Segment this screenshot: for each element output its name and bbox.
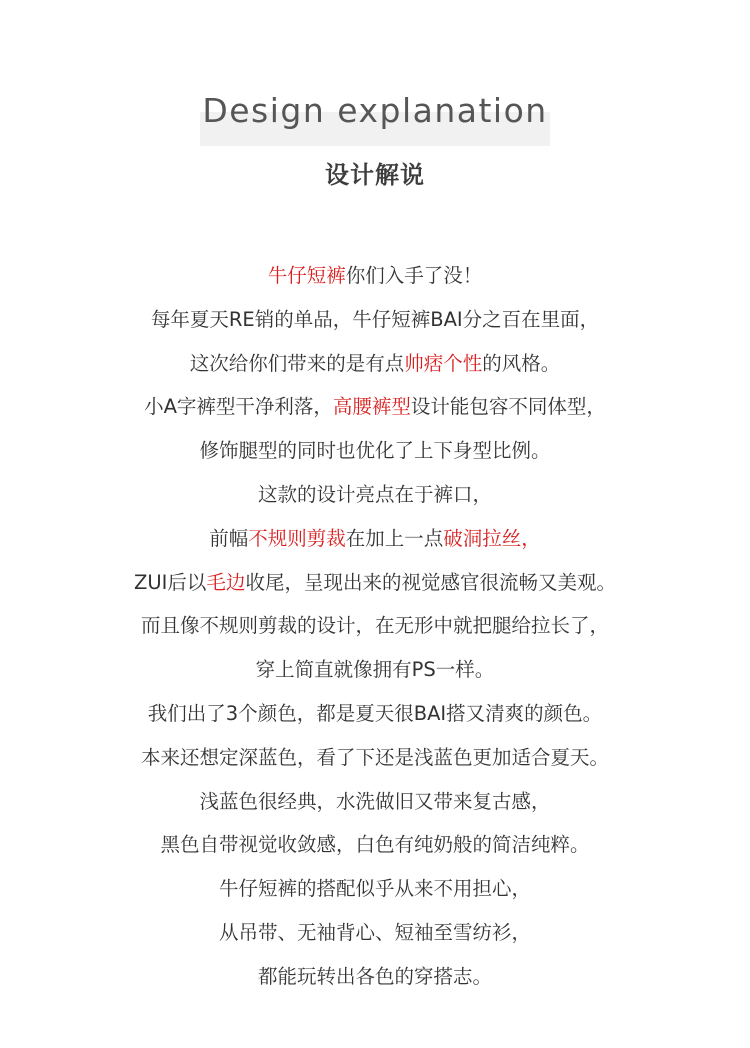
description-line: [0, 342, 750, 386]
body-text: 从吊带、无袖背心、短袖至雪纺衫，: [218, 920, 531, 944]
body-text: 黑色自带视觉收敛感，白色有纯奶般的简洁纯粹。: [160, 833, 590, 857]
description-text-block: [0, 254, 750, 999]
body-text: 小A字裤型干净利落，: [144, 395, 333, 419]
body-text: 你们入手了没！: [345, 264, 483, 287]
body-text: 牛仔短裤的搭配似乎从来不用担心，: [218, 877, 531, 901]
section-title-english: Design explanation: [202, 91, 548, 130]
highlight-text: 毛边: [206, 570, 246, 594]
body-text: 在加上一点: [345, 526, 444, 550]
highlight-text: 破洞拉丝，: [443, 526, 541, 550]
body-text: 前幅: [209, 526, 249, 550]
highlight-text: 高腰裤型: [332, 395, 411, 419]
description-line: [0, 254, 750, 298]
description-line: [0, 692, 750, 736]
description-line: [0, 736, 750, 780]
section-title-chinese: 设计解说: [325, 161, 425, 189]
body-text: 这次给你们带来的是有点: [189, 351, 405, 375]
body-text: ZUI后以: [134, 570, 207, 594]
body-text: 设计能包容不同体型，: [410, 395, 606, 419]
description-line: [0, 385, 750, 429]
body-text: 这款的设计亮点在于裤口，: [257, 482, 492, 506]
description-line: [0, 648, 750, 692]
body-text: 我们出了3个颜色，都是夏天很BAI搭又清爽的颜色。: [147, 701, 603, 725]
body-text: 穿上简直就像拥有PS一样。: [255, 658, 495, 682]
description-line: [0, 517, 750, 561]
highlight-text: 不规则剪裁: [248, 526, 346, 550]
description-line: [0, 604, 750, 648]
description-line: [0, 911, 750, 955]
description-line: [0, 298, 750, 342]
description-line: [0, 780, 750, 824]
description-line: [0, 561, 750, 605]
description-line: [0, 823, 750, 867]
body-text: 每年夏天RE销的单品，牛仔短裤BAI分之百在里面，: [150, 307, 600, 331]
description-line: [0, 867, 750, 911]
body-text: 而且像不规则剪裁的设计，在无形中就把腿给拉长了，: [140, 614, 609, 638]
highlight-text: 帅痞个性: [404, 351, 483, 375]
body-text: 浅蓝色很经典，水洗做旧又带来复古感，: [199, 789, 551, 813]
description-line: [0, 955, 750, 999]
body-text: 本来还想定深蓝色，看了下还是浅蓝色更加适合夏天。: [140, 745, 609, 769]
description-line: [0, 473, 750, 517]
description-line: [0, 429, 750, 473]
body-text: 收尾，呈现出来的视觉感官很流畅又美观。: [245, 570, 616, 594]
section-header: [0, 0, 750, 220]
highlight-text: 牛仔短裤: [267, 264, 346, 287]
body-text: 的风格。: [482, 351, 561, 375]
body-text: 都能玩转出各色的穿搭志。: [257, 964, 492, 988]
body-text: 修饰腿型的同时也优化了上下身型比例。: [199, 439, 551, 463]
